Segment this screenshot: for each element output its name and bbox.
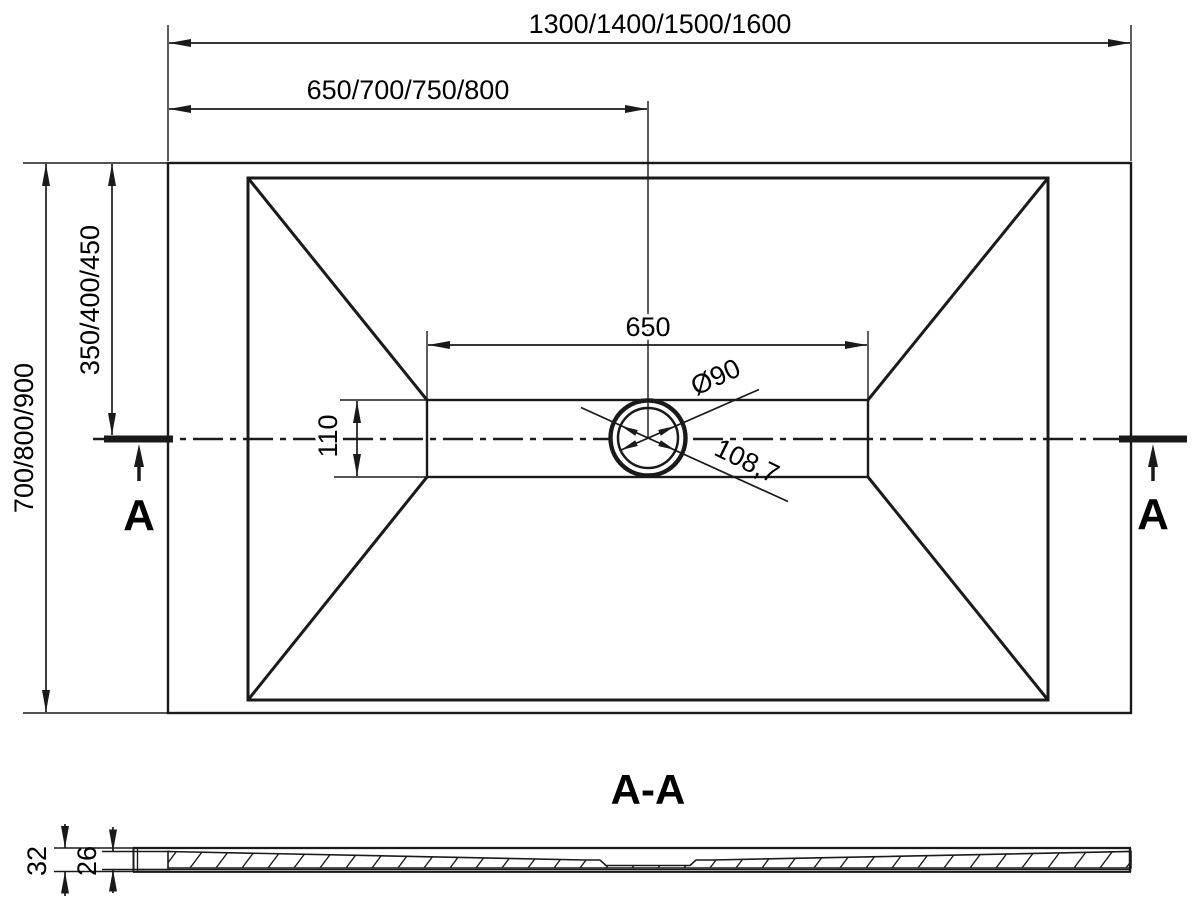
section-marker-label-right: A — [1137, 490, 1169, 539]
section-arrow-left — [134, 444, 144, 467]
drain — [581, 390, 788, 502]
labels — [9, 9, 1169, 876]
section-marker-label-left: A — [123, 491, 155, 540]
dim-drain-diameter-label: Ø90 — [686, 352, 746, 402]
section-view — [54, 824, 1131, 896]
dim-base-height-label: 26 — [72, 845, 102, 877]
dim-channel-length-label: 650 — [625, 312, 671, 342]
section-title: A-A — [610, 766, 686, 813]
section-arrow-right — [1148, 444, 1158, 467]
dim-half-depth-label: 350/400/450 — [75, 224, 105, 376]
section-hatch — [168, 852, 1131, 869]
extension-lines — [23, 25, 1131, 713]
dim-drain-outer-diameter-label: 108,7 — [710, 432, 784, 490]
dim-overall-width-label: 1300/1400/1500/1600 — [528, 9, 792, 39]
dim-channel-width-label: 110 — [313, 414, 343, 458]
dim-total-height-label: 32 — [22, 845, 52, 877]
dim-half-width-label: 650/700/750/800 — [306, 75, 510, 105]
dimension-lines — [42, 39, 1130, 712]
dim-overall-depth-label: 700/800/900 — [9, 362, 39, 514]
